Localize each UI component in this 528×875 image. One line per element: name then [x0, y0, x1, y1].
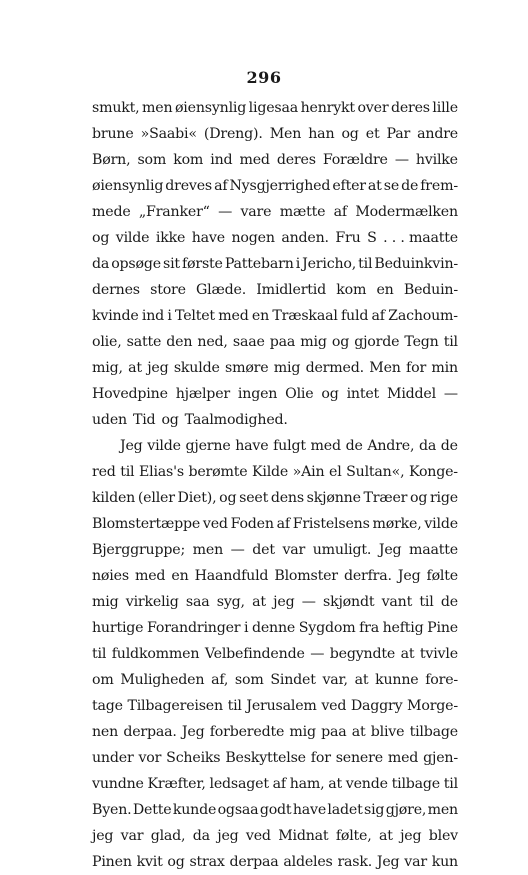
word: Tilbagereisen	[127, 698, 223, 714]
word: en	[251, 308, 270, 324]
page-number: 296	[246, 68, 282, 87]
text-line	[92, 355, 458, 381]
word: mig	[300, 334, 327, 350]
word: ned,	[197, 334, 228, 350]
word: Nysgjerrighed	[229, 178, 331, 194]
word: skjønne	[306, 490, 361, 506]
word: ogsaa	[217, 802, 259, 818]
word: Sygdom	[298, 620, 356, 636]
word: andre	[417, 126, 458, 142]
word: en	[376, 282, 394, 298]
word: ladet	[327, 802, 363, 818]
word: Diet),	[177, 490, 217, 506]
word: gjorde	[354, 334, 400, 350]
word: da	[192, 828, 210, 844]
text-line	[92, 771, 458, 797]
word: vant	[381, 594, 413, 610]
word: paa	[269, 334, 296, 350]
word: kilden	[92, 490, 136, 506]
word: Muligheden	[120, 672, 205, 688]
word: store	[150, 282, 186, 298]
word: af	[333, 204, 347, 220]
word: Hovedpine	[92, 386, 168, 402]
word: saa	[185, 594, 210, 610]
word: med	[310, 438, 341, 454]
text-line	[92, 173, 458, 199]
word: denne	[251, 620, 296, 636]
word: jeg	[400, 828, 422, 844]
word: under	[92, 750, 134, 766]
word: at	[367, 178, 382, 194]
word: de	[440, 438, 458, 454]
word: Imidlertid	[256, 282, 326, 298]
word: Pattebarn	[224, 256, 294, 272]
word: —	[310, 646, 325, 662]
word: med	[218, 308, 249, 324]
word: nen	[92, 724, 119, 740]
word: berømte	[188, 464, 248, 480]
word: vilde	[115, 230, 150, 246]
word: til	[120, 464, 135, 480]
word: kvit	[136, 854, 163, 870]
text-line	[92, 693, 458, 719]
word: derfra.	[343, 568, 392, 584]
word: Haandfuld	[194, 568, 269, 584]
word: have	[191, 230, 225, 246]
word: men	[192, 542, 224, 558]
word: intet	[346, 386, 380, 402]
word: et	[365, 126, 380, 142]
word: Beskyttelse	[225, 750, 306, 766]
text-line	[92, 303, 458, 329]
word: men	[142, 100, 173, 116]
word: ind	[141, 308, 165, 324]
word: Jeg	[376, 854, 400, 870]
word: Midnat	[278, 828, 329, 844]
text-line	[92, 745, 458, 771]
word: Sindet	[270, 672, 316, 688]
word: men	[427, 802, 458, 818]
word: Daggry	[350, 698, 403, 714]
word: Blomstertæppe	[92, 516, 201, 532]
word: Velbefindende	[204, 646, 305, 662]
word: Glæde.	[196, 282, 247, 298]
word: „Franker“	[138, 204, 210, 220]
word: saae	[232, 334, 265, 350]
word: henrykt	[300, 100, 355, 116]
word: dens	[270, 490, 304, 506]
word: frem-	[420, 178, 458, 194]
word: kom	[173, 152, 204, 168]
word: have	[292, 802, 327, 818]
word: Jeg	[397, 568, 421, 584]
word: Kilde	[251, 464, 289, 480]
word: min	[431, 360, 458, 376]
word: Fristelsens	[292, 516, 370, 532]
text-line	[92, 615, 458, 641]
word: det	[252, 542, 275, 558]
word: . . . maatte	[383, 230, 458, 246]
word: i	[295, 256, 301, 272]
word: Træskaal	[272, 308, 338, 324]
word: kom	[336, 282, 367, 298]
word: Kræfter,	[147, 776, 206, 792]
word: rige	[429, 490, 458, 506]
text-line	[92, 381, 458, 407]
word: den	[166, 334, 193, 350]
text-line	[92, 95, 458, 121]
word: til	[227, 698, 242, 714]
word: glad,	[150, 828, 186, 844]
word: var	[404, 854, 427, 870]
word: derpaa.	[123, 724, 177, 740]
word: Bjerggruppe;	[92, 542, 186, 558]
word: gjerne	[185, 438, 231, 454]
word: sig	[364, 802, 385, 818]
word: og	[167, 854, 185, 870]
text-line	[92, 121, 458, 147]
word: over	[357, 100, 389, 116]
word: kunne	[375, 672, 419, 688]
word: Pinen	[92, 854, 132, 870]
word: gjen-	[423, 750, 458, 766]
word: Forældre	[322, 152, 388, 168]
word: og	[321, 386, 339, 402]
word: ind	[210, 152, 233, 168]
word: godt	[259, 802, 292, 818]
word: kunde	[172, 802, 217, 818]
word: Foden	[230, 516, 274, 532]
word: nogen	[231, 230, 275, 246]
word: have	[235, 438, 269, 454]
word: Beduin-	[403, 282, 458, 298]
word: gjøre,	[385, 802, 427, 818]
text-line	[92, 407, 458, 433]
word: Men	[369, 360, 401, 376]
text-line	[92, 589, 458, 615]
word: Blomster	[274, 568, 338, 584]
text-line	[92, 511, 458, 537]
word: blev	[428, 828, 458, 844]
word: Olie	[285, 386, 314, 402]
word: til	[443, 776, 458, 792]
word: ved	[202, 516, 228, 532]
word: af	[371, 308, 385, 324]
word: dernes	[92, 282, 140, 298]
word: og	[161, 412, 179, 428]
word: Jeg	[181, 724, 205, 740]
word: som	[137, 152, 167, 168]
word: af	[214, 178, 228, 194]
word: vilde	[147, 438, 181, 454]
word: mig	[92, 594, 119, 610]
word: begyndte	[329, 646, 396, 662]
word: deres	[390, 100, 430, 116]
word: Par	[386, 126, 411, 142]
word: Dette	[132, 802, 172, 818]
word: mede	[92, 204, 131, 220]
word: for	[406, 360, 427, 376]
word: jeg	[273, 594, 295, 610]
word: Konge-	[408, 464, 458, 480]
word: aldeles	[283, 854, 333, 870]
word: at	[400, 646, 415, 662]
text-line	[92, 485, 458, 511]
word: Elias's	[138, 464, 184, 480]
word: blive	[370, 724, 405, 740]
word: da	[418, 438, 437, 454]
word: øiensynlig	[174, 100, 247, 116]
word: heftig	[382, 620, 424, 636]
word: med	[239, 152, 270, 168]
word: Teltet	[175, 308, 215, 324]
text-line	[92, 563, 458, 589]
text-line	[92, 641, 458, 667]
word: og	[341, 126, 359, 142]
word: hvilke	[415, 152, 458, 168]
word: S	[367, 230, 377, 246]
text-line	[92, 199, 458, 225]
word: første	[181, 256, 223, 272]
word: Jeg	[120, 438, 143, 454]
word: —	[230, 542, 245, 558]
word: ham,	[289, 776, 325, 792]
word: vare	[240, 204, 272, 220]
word: jeg	[217, 828, 239, 844]
word: brune	[92, 126, 134, 142]
word: fra	[359, 620, 379, 636]
word: rask.	[337, 854, 373, 870]
text-line	[92, 225, 458, 251]
word: tvivle	[419, 646, 458, 662]
word: ikke	[155, 230, 186, 246]
word: Forandringer	[147, 620, 241, 636]
word: Sultan«,	[346, 464, 405, 480]
word: hurtige	[92, 620, 144, 636]
word: —	[394, 152, 409, 168]
word: Beduinkvin-	[374, 256, 458, 272]
word: til	[92, 646, 107, 662]
word: til	[419, 594, 434, 610]
word: og	[331, 334, 350, 350]
word: »Saabi«	[140, 126, 197, 142]
word: han	[308, 126, 335, 142]
word: i	[167, 308, 172, 324]
word: deres	[276, 152, 316, 168]
word: »Ain	[292, 464, 325, 480]
word: om	[92, 672, 114, 688]
word: for	[310, 750, 331, 766]
text-line	[92, 433, 458, 459]
word: vundne	[92, 776, 144, 792]
word: Andre,	[367, 438, 415, 454]
word: Tegn	[404, 334, 439, 350]
word: ledsaget	[209, 776, 269, 792]
word: ved	[321, 698, 347, 714]
word: de	[345, 438, 363, 454]
text-line	[92, 667, 458, 693]
word: tilbage	[409, 724, 458, 740]
word: syg,	[216, 594, 245, 610]
word: vende	[345, 776, 388, 792]
word: vor	[138, 750, 162, 766]
word: paa	[321, 724, 347, 740]
word: el	[329, 464, 342, 480]
word: satte	[126, 334, 162, 350]
word: følte,	[335, 828, 372, 844]
word: af	[272, 776, 286, 792]
word: at	[328, 776, 343, 792]
word: nøies	[92, 568, 129, 584]
word: følte	[426, 568, 458, 584]
word: virkelig	[125, 594, 179, 610]
word: —	[443, 386, 458, 402]
word: smøre	[225, 360, 269, 376]
word: seet	[239, 490, 269, 506]
word: og	[410, 490, 428, 506]
word: de	[401, 178, 419, 194]
word: at	[128, 360, 142, 376]
word: olie,	[92, 334, 122, 350]
word: smukt,	[92, 100, 140, 116]
word: Træer	[363, 490, 408, 506]
word: Modermælken	[355, 204, 458, 220]
word: tilbage	[391, 776, 441, 792]
word: dermed.	[305, 360, 364, 376]
word: med	[134, 568, 166, 584]
word: af	[276, 516, 290, 532]
word: mig	[289, 724, 316, 740]
text-line	[92, 823, 458, 849]
word: red	[92, 464, 116, 480]
word: til	[443, 334, 458, 350]
word: jeg	[92, 828, 114, 844]
word: jeg	[147, 360, 169, 376]
word: fore-	[425, 672, 458, 688]
word: skjøndt	[322, 594, 375, 610]
word: mørke,	[372, 516, 422, 532]
word: mig,	[92, 360, 123, 376]
word: hjælper	[175, 386, 230, 402]
word: maatte	[409, 542, 458, 558]
word: Men	[269, 126, 302, 142]
word: til	[358, 256, 373, 272]
word: en	[171, 568, 189, 584]
text-line	[92, 719, 458, 745]
word: vilde	[424, 516, 458, 532]
text-line	[92, 849, 458, 875]
word: dreves	[165, 178, 213, 194]
word: med	[387, 750, 419, 766]
word: opsøge	[111, 256, 161, 272]
word: tage	[92, 698, 123, 714]
word: at	[351, 724, 366, 740]
word: Jeg	[378, 542, 402, 558]
word: se	[383, 178, 400, 194]
word: var,	[322, 672, 348, 688]
word: (Dreng).	[203, 126, 263, 142]
word: derpaa	[229, 854, 279, 870]
word: at	[354, 672, 369, 688]
word: Byen.	[92, 802, 132, 818]
word: da	[92, 256, 110, 272]
word: de	[440, 594, 458, 610]
word: Børn,	[92, 152, 131, 168]
word: forberedte	[209, 724, 285, 740]
word: ved	[245, 828, 271, 844]
word: Jericho,	[302, 256, 357, 272]
word: (eller	[137, 490, 175, 506]
text-line	[92, 251, 458, 277]
word: fuldkommen	[111, 646, 200, 662]
word: var	[120, 828, 144, 844]
word: fulgt	[273, 438, 306, 454]
word: af,	[211, 672, 229, 688]
word: Zachoum-	[388, 308, 458, 324]
word: —	[218, 204, 233, 220]
word: Pine	[427, 620, 458, 636]
word: mig	[273, 360, 301, 376]
word: Scheiks	[166, 750, 221, 766]
word: efter	[332, 178, 366, 194]
word: i	[244, 620, 249, 636]
word: skulde	[173, 360, 220, 376]
word: ingen	[237, 386, 278, 402]
word: senere	[335, 750, 383, 766]
word: anden.	[281, 230, 329, 246]
word: —	[301, 594, 316, 610]
text-line	[92, 797, 458, 823]
word: fuld	[341, 308, 369, 324]
word: Middel	[387, 386, 436, 402]
word: uden	[92, 412, 127, 428]
text-line	[92, 537, 458, 563]
word: sit	[163, 256, 180, 272]
word: Taalmodighed.	[184, 412, 288, 428]
body-text	[92, 95, 458, 875]
word: Fru	[335, 230, 361, 246]
word: at	[252, 594, 266, 610]
word: ligesaa	[248, 100, 299, 116]
text-line	[92, 459, 458, 485]
text-line	[92, 329, 458, 355]
word: Morge-	[407, 698, 458, 714]
text-line	[92, 147, 458, 173]
text-line	[92, 277, 458, 303]
word: Jerusalem	[246, 698, 317, 714]
word: lille	[432, 100, 458, 116]
word: øiensynlig	[92, 178, 164, 194]
word: strax	[189, 854, 225, 870]
word: var	[282, 542, 306, 558]
word: mætte	[279, 204, 326, 220]
word: og	[92, 230, 110, 246]
word: at	[378, 828, 393, 844]
word: kvinde	[92, 308, 139, 324]
word: kun	[431, 854, 458, 870]
word: Tid	[132, 412, 156, 428]
word: umuligt.	[312, 542, 372, 558]
word: og	[219, 490, 237, 506]
word: som	[234, 672, 264, 688]
